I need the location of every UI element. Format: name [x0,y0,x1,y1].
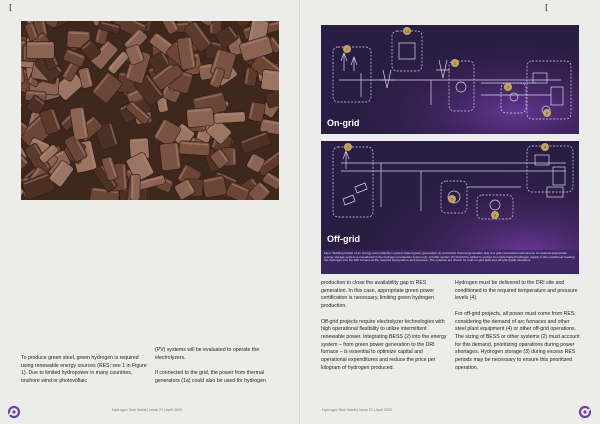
badge-1: 1 [346,144,350,150]
badge-4: 4 [543,144,547,150]
badge-3: 3 [506,84,510,90]
paragraph: Off-grid projects require electrolyzer technologies with high operational flexibility to utilize intermittent renewable power. Integrating BESS (2) into the energy system – from green power generation to the DRI furnace – is essential to optimize capital and operational expenditures and reduce the price per kilogram of hydrogen produced. [321,318,447,371]
logo-icon [578,405,592,419]
badge-2: 2 [450,196,454,202]
off-grid-diagram [321,141,579,274]
paragraph: Hydrogen must be delivered to the DRI site and conditioned to the required temperature and pressure levels (4). [455,280,578,302]
badge-1: 1 [345,46,349,52]
paragraph: (PV) systems will be evaluated to operate the electrolyzers. [155,347,260,361]
on-grid-diagram [321,25,579,134]
right-text-column-2 [455,280,580,380]
paragraph: If connected to the grid, the power from thermal generators (1a) could also be used for hydrogen [155,370,266,384]
figure-caption-box [321,250,579,274]
chocolate-photo [21,21,279,200]
page-marker-left: [ [8,3,13,12]
paragraph: For off-grid projects, all power must come from RES, considering the demand of arc furnaces and other steel plant equipment (4) or other off-grid operations. The sizing of BESS or other systems (2) must account for this demand, prioritizing operations during power shortages. Hydrogen storage (3) during excess RES periods may be necessary to ensure this prioritized operation. [455,310,580,371]
paragraph: To produce green steel, green hydrogen is required using renewable energy sources (RES; see 1 in Figure 1). Due to limited hydropower in many countries, onshore wind or photovoltaic [21,355,147,385]
left-text-column-1 [21,355,147,394]
chocolate-pieces-image [21,21,279,200]
badge-2: 2 [453,60,457,66]
page-marker-right: [ [544,3,549,12]
logo-icon [7,405,21,419]
badge-1a: 1a [404,28,410,34]
paragraph: production to close the availability gap in RES generation. In this case, appropriate green power certification is necessary, limiting green hydrogen production. [321,280,435,310]
right-page-footer: Hydrogen Tech World | Issue 21 | April 2025 [322,408,392,412]
off-grid-label: Off-grid [327,234,360,244]
figure-caption: Fig.1: Building blocks of an energy and production system based green generation (1) and fossil, thermal generation (1a) in a grid-connected environment. An optimal appropriate energy storage system is considered in the hydrogen production system (2). A buffer system (3) should be added to ensure an uninterrupted hydrogen supply in the conditioner feeding the hydrogen into the DRI furnace at the required temperature and pressure. The systems are shown for both on-grid (left) and off-grid (right) situations. [324,251,575,263]
on-grid-schematic [321,25,579,134]
on-grid-label: On-grid [327,118,360,128]
left-page-footer: Hydrogen Tech World | Issue 21 | April 2025 [112,408,182,412]
right-text-column-1 [321,280,447,380]
badge-4: 4 [545,110,549,116]
badge-3: 3 [493,212,497,218]
left-text-column-2 [155,347,280,393]
